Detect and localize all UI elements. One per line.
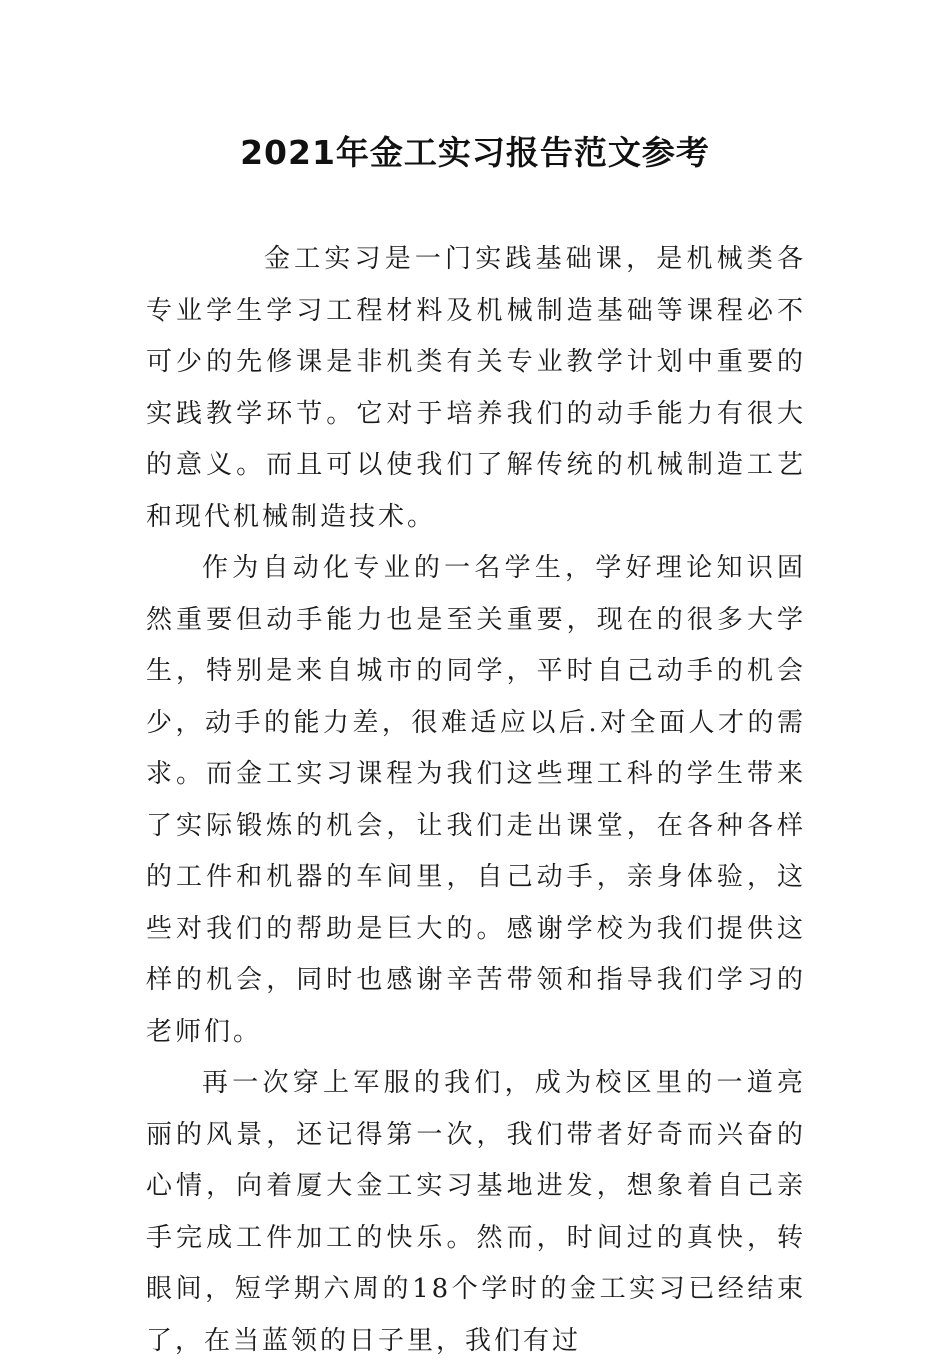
paragraph-2: 作为自动化专业的一名学生，学好理论知识固然重要但动手能力也是至关重要，现在的很多大学生，特别是来自城市的同学，平时自己动手的机会少，动手的能力差，很难适应以后.对全面人才的需求。而金工实习课程为我们这些理工科的学生带来了实际锻炼的机会，让我们走出课堂，在各种各样的工件和机器的车间里，自己动手，亲身体验，这些对我们的帮助是巨大的。感谢学校为我们提供这样的机会，同时也感谢辛苦带领和指导我们学习的老师们。 [146, 553, 806, 1047]
document-title: 2021年金工实习报告范文参考 [240, 133, 710, 172]
document-body [146, 234, 806, 1367]
paragraph-3: 再一次穿上军服的我们，成为校区里的一道亮丽的风景，还记得第一次，我们带者好奇而兴奋的心情，向着厦大金工实习基地进发，想象着自己亲手完成工件加工的快乐。然而，时间过的真快，转眼间，短学期六周的18个学时的金工实习已经结束了，在当蓝领的日子里，我们有过 [146, 1068, 806, 1356]
paragraph-1: 金工实习是一门实践基础课，是机械类各专业学生学习工程材料及机械制造基础等课程必不可少的先修课是非机类有关专业教学计划中重要的实践教学环节。它对于培养我们的动手能力有很大的意义。而且可以使我们了解传统的机械制造工艺和现代机械制造技术。 [146, 244, 806, 532]
